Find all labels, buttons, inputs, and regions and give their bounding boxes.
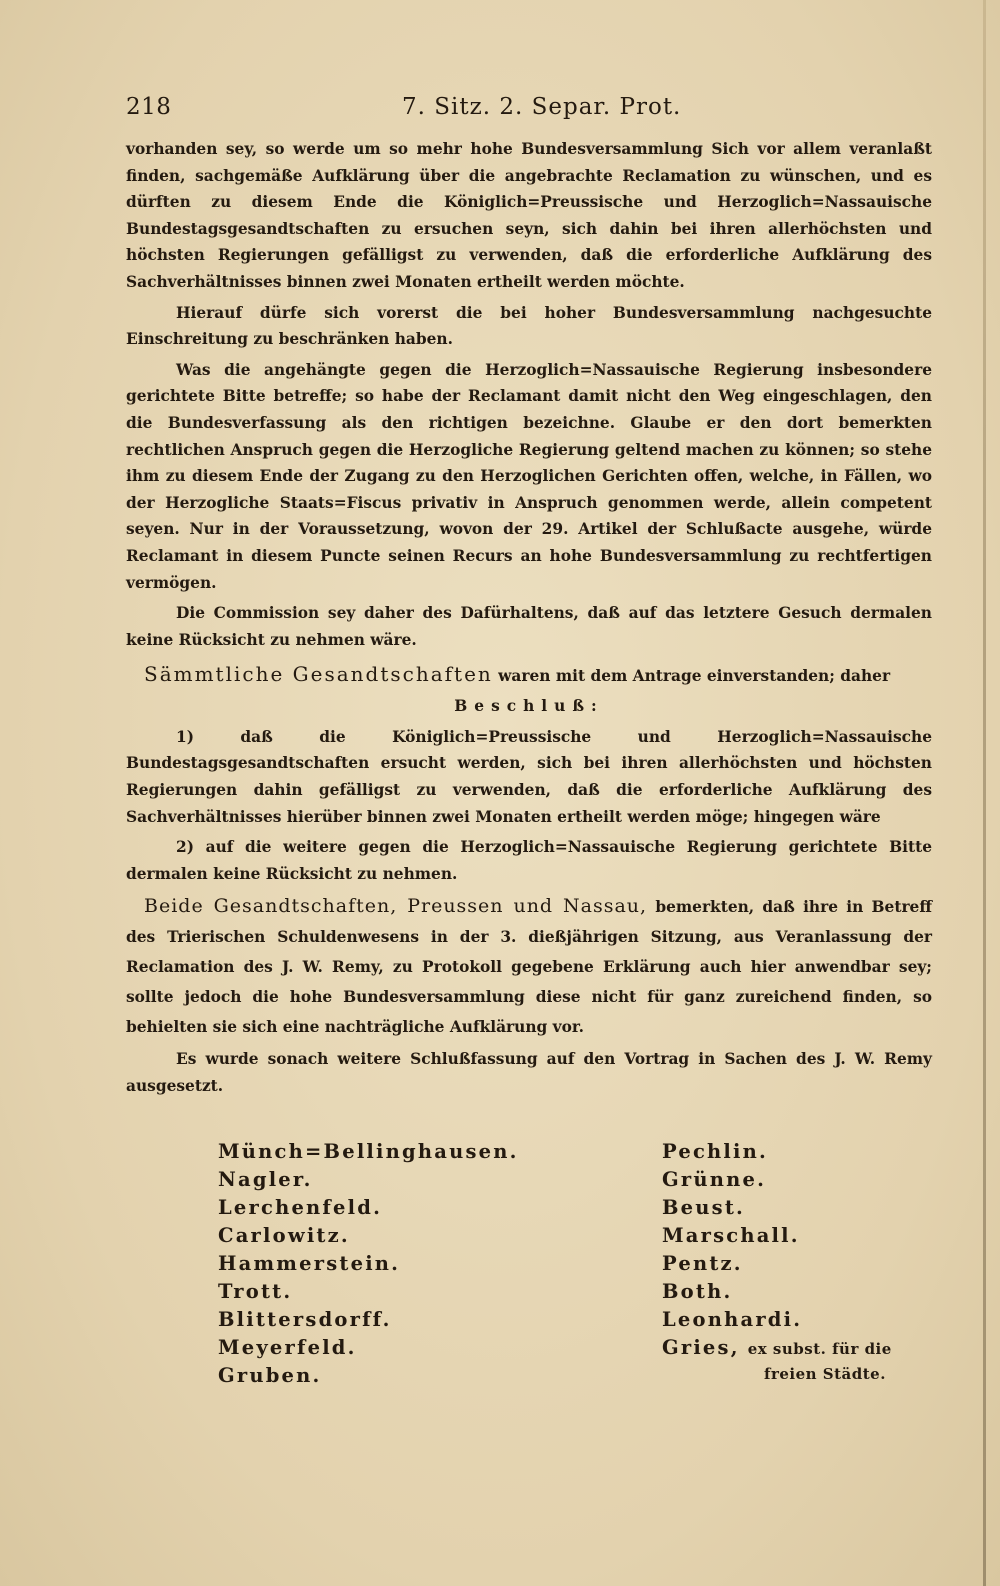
paragraph-closing: Es wurde sonach weitere Schlußfassung auf den Vortrag in Sachen des J. W. Remy ausgesetzt.: [126, 1050, 932, 1096]
paragraph: Die Commission sey daher des Dafürhaltens, daß auf das letztere Gesuch dermalen keine Rücksicht zu nehmen wäre.: [126, 604, 932, 649]
signature: Münch=Bellinghausen.: [218, 1140, 519, 1163]
signature-note-continued: freien Städte.: [764, 1365, 886, 1383]
signature: Marschall.: [662, 1224, 800, 1247]
resolution-heading: Beschluß:: [454, 697, 604, 716]
signature-column-right: [662, 1138, 892, 1386]
paragraph-agreement: [126, 657, 932, 693]
signature: Nagler.: [218, 1168, 313, 1191]
signature: Leonhardi.: [662, 1308, 803, 1331]
signature: Gruben.: [218, 1364, 322, 1387]
resolution-item-2: 2) auf die weitere gegen die Herzoglich=Nassauische Regierung gerichtete Bitte dermalen keine Rücksicht zu nehmen.: [126, 838, 932, 883]
signature: Beust.: [662, 1196, 746, 1219]
signature: Both.: [662, 1280, 733, 1303]
running-head: 7. Sitz. 2. Separ. Prot.: [402, 94, 682, 120]
signature-column-left: [218, 1138, 519, 1390]
agreement-lead: Sämmtliche Gesandtschaften: [144, 662, 493, 687]
signature-with-note: [662, 1334, 892, 1362]
signature: Blittersdorff.: [218, 1308, 392, 1331]
page-edge-shadow: [983, 0, 986, 1586]
signature: Grünne.: [662, 1168, 767, 1191]
signature-note: ex subst. für die: [747, 1340, 892, 1358]
paragraph: Was die angehängte gegen die Herzoglich=Nassauische Regierung insbesondere gerichtete Bitte betreffe; so habe der Reclamant damit nicht den Weg eingeschlagen, den die Bundesverfassung als den richtigen bezeichne. Glaube er den dort bemerkten rechtlichen Anspruch gegen die Herzogliche Regierung geltend machen zu können; so stehe ihm zu diesem Ende der Zugang zu den Herzoglichen Gerichten offen, welche, in Fällen, wo der Herzogliche Staats=Fiscus privativ in Anspruch genommen werde, allein competent seyen. Nur in der Voraussetzung, wovon der 29. Artikel der Schlußacte ausgehe, würde Reclamant in diesem Puncte seinen Recurs an hohe Bundesversammlung zu rechtfertigen vermögen.: [126, 360, 932, 592]
paragraph: Hierauf dürfe sich vorerst die bei hoher Bundesversammlung nachgesuchte Einschreitung zu beschränken haben.: [126, 303, 932, 349]
paragraph-continued: vorhanden sey, so werde um so mehr hohe Bundesversammlung Sich vor allem veranlaßt finden, sachgemäße Aufklärung über die angebrachte Reclamation zu wünschen, und es dürften zu diesem Ende die Königlich=Preussische und Herzoglich=Nassauische Bundestagsgesandtschaften zu ersuchen seyn, sich dahin bei ihren allerhöchsten und höchsten Regierungen gefälligst zu verwenden, daß die erforderliche Aufklärung des Sachverhältnisses binnen zwei Monaten ertheilt werden möchte.: [126, 140, 932, 291]
signature: Carlowitz.: [218, 1224, 350, 1247]
resolution-item-1: 1) daß die Königlich=Preussische und Herzoglich=Nassauische Bundestagsgesandtschaften ersucht werden, sich bei ihren allerhöchsten und höchsten Regierungen dahin gefälligst zu verwenden, daß die erforderliche Aufklärung des Sachverhältnisses hierüber binnen zwei Monaten ertheilt werden möge; hingegen wäre: [126, 727, 932, 826]
signature: Lerchenfeld.: [218, 1196, 383, 1219]
signature: Pentz.: [662, 1252, 743, 1275]
signature: Pechlin.: [662, 1140, 768, 1163]
signature: Meyerfeld.: [218, 1336, 357, 1359]
body-text: [126, 136, 932, 1100]
agreement-rest: waren mit dem Antrage einverstanden; daher: [492, 667, 891, 686]
signature: Trott.: [218, 1280, 293, 1303]
page-header: [126, 94, 926, 128]
signature: Hammerstein.: [218, 1252, 401, 1275]
signature: Gries,: [662, 1336, 740, 1359]
legations-lead: Beide Gesandtschaften, Preussen und Nassau,: [144, 895, 648, 918]
signature-block: [126, 1138, 932, 1388]
legations-rest: bemerkten, daß ihre in Betreff des Trierischen Schuldenwesens in der 3. dießjährigen Sitzung, aus Veranlassung der Reclamation des J. W. Remy, zu Protokoll gegebene Erklärung auch hier anwendbar sey; sollte jedoch die hohe Bundesversammlung diese nicht für ganz zureichend finden, so behielten sie sich eine nachträgliche Aufklärung vor.: [126, 898, 932, 1037]
paragraph-both-legations: [126, 891, 932, 1042]
page-number: 218: [126, 94, 172, 120]
